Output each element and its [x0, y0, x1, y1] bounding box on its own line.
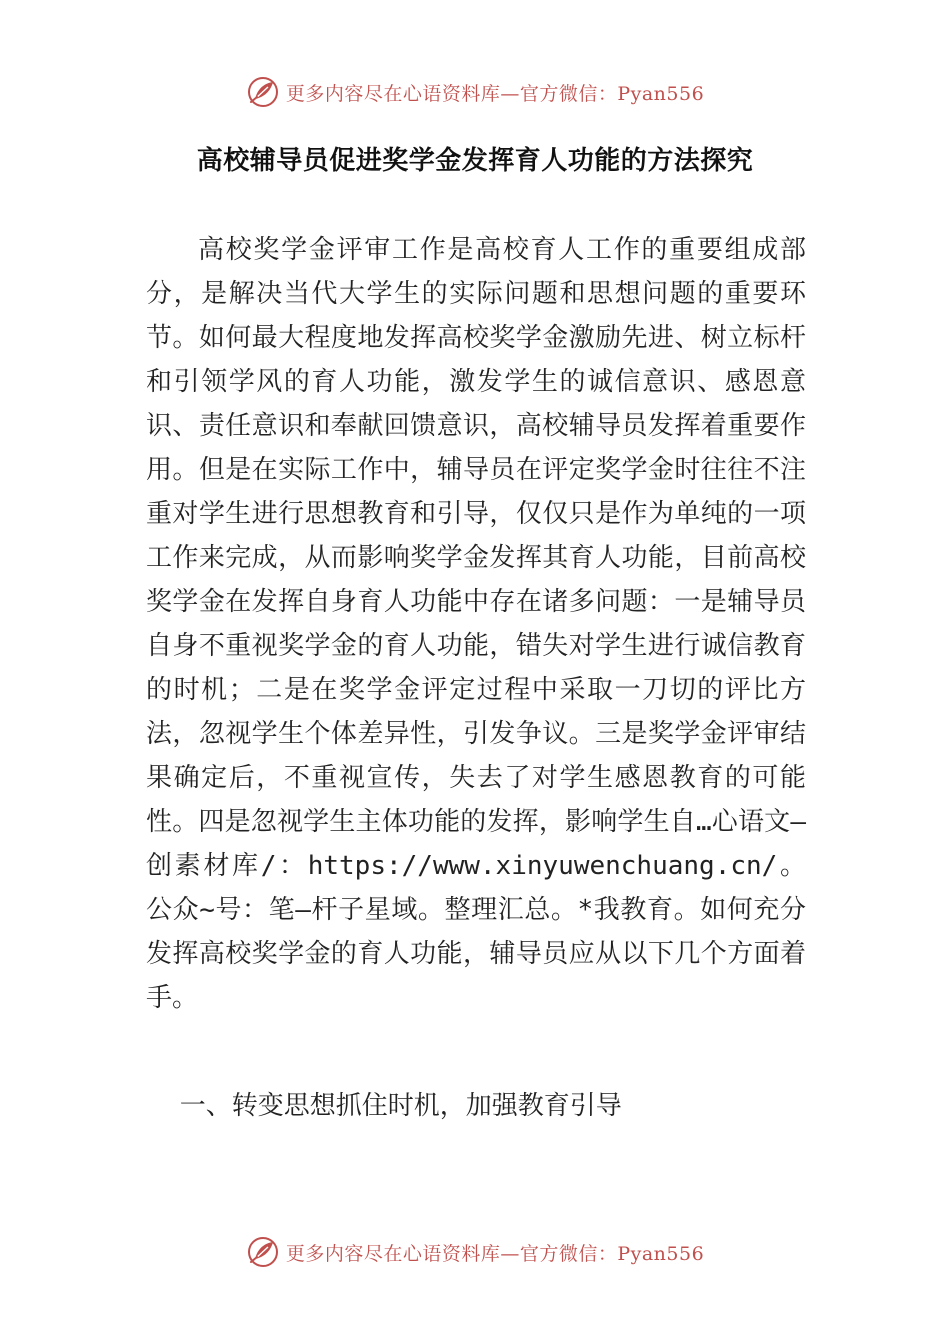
leaf-logo-icon [246, 1235, 280, 1269]
header-banner-text: 更多内容尽在心语资料库—官方微信：Pyan556 [285, 82, 705, 105]
section-heading: 一、转变思想抓住时机，加强教育引导 [179, 1091, 622, 1121]
footer-banner-inner [246, 1235, 704, 1269]
footer-banner-text: 更多内容尽在心语资料库—官方微信：Pyan556 [285, 1242, 705, 1265]
document-title: 高校辅导员促进奖学金发挥育人功能的方法探究 [196, 146, 754, 176]
header-banner [0, 72, 950, 112]
footer-banner [0, 1232, 950, 1272]
leaf-logo-icon [246, 75, 280, 109]
body-paragraph: 高校奖学金评审工作是高校育人工作的重要组成部分，是解决当代大学生的实际问题和思想问题的重要环节。如何最大程度地发挥高校奖学金激励先进、树立标杆和引领学风的育人功能，激发学生的诚信意识、感恩意识、责任意识和奉献回馈意识，高校辅导员发挥着重要作用。但是在实际工作中，辅导员在评定奖学金时往往不注重对学生进行思想教育和引导，仅仅只是作为单纯的一项工作来完成，从而影响奖学金发挥其育人功能，目前高校奖学金在发挥自身育人功能中存在诸多问题：一是辅导员自身不重视奖学金的育人功能，错失对学生进行诚信教育的时机；二是在奖学金评定过程中采取一刀切的评比方法，忽视学生个体差异性，引发争议。三是奖学金评审结果确定后，不重视宣传，失去了对学生感恩教育的可能性。四是忽视学生主体功能的发挥，影响学生自…心语文—创素材库/：https://www.xinyuwenchuang.cn/。公众~号：笔—杆子星域。整理汇总。*我教育。如何充分发挥高校奖学金的育人功能，辅导员应从以下几个方面着手。 [146, 235, 806, 1013]
header-banner-inner [246, 75, 704, 109]
